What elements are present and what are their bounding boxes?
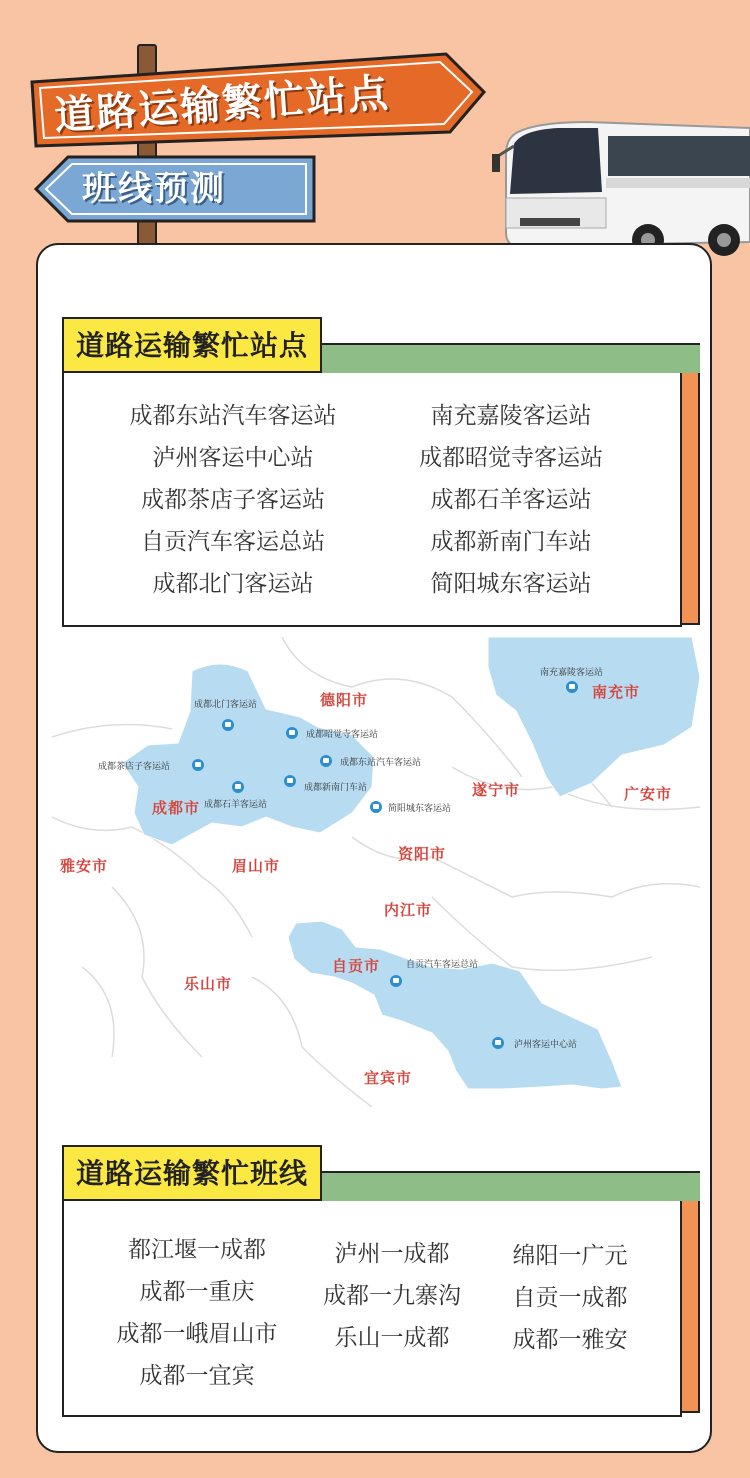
station-item: 自贡汽车客运总站 <box>141 529 325 555</box>
city-label: 德阳市 <box>320 691 369 709</box>
station-label: 成都石羊客运站 <box>204 800 268 810</box>
main-card <box>36 243 712 1453</box>
routes-section <box>62 1145 682 1417</box>
city-label: 资阳市 <box>398 845 447 863</box>
station-item: 成都茶店子客运站 <box>141 487 325 513</box>
station-label: 自贡汽车客运总站 <box>406 960 479 970</box>
route-item: 自贡一成都 <box>512 1285 628 1311</box>
station-item: 成都石羊客运站 <box>430 487 592 513</box>
route-item: 乐山一成都 <box>334 1325 450 1351</box>
stations-box <box>62 371 682 627</box>
route-item: 成都一九寨沟 <box>323 1283 461 1309</box>
routes-heading: 道路运输繁忙班线 <box>62 1145 322 1201</box>
station-item: 南充嘉陵客运站 <box>430 403 592 429</box>
station-label: 成都茶店子客运站 <box>98 762 171 772</box>
city-label: 乐山市 <box>184 975 233 993</box>
station-label: 成都东站汽车客运站 <box>340 758 422 768</box>
box-side-decor <box>682 371 700 625</box>
page-title: 道路运输繁忙站点 <box>52 70 392 140</box>
city-label: 宜宾市 <box>364 1069 413 1087</box>
city-label: 眉山市 <box>232 857 281 875</box>
station-item: 成都新南门车站 <box>430 529 592 555</box>
station-item: 简阳城东客运站 <box>430 571 592 597</box>
city-label: 成都市 <box>152 799 201 817</box>
route-item: 泸州一成都 <box>334 1241 450 1267</box>
station-item: 成都昭觉寺客运站 <box>419 445 603 471</box>
route-item: 成都一峨眉山市 <box>116 1321 278 1347</box>
station-label: 南充嘉陵客运站 <box>540 668 604 678</box>
route-item: 都江堰一成都 <box>128 1237 266 1263</box>
region-map <box>52 637 700 1107</box>
station-item: 成都北门客运站 <box>152 571 314 597</box>
city-label: 自贡市 <box>332 957 381 975</box>
city-label: 雅安市 <box>60 857 109 875</box>
city-label: 内江市 <box>384 901 433 919</box>
city-label: 遂宁市 <box>472 781 521 799</box>
page-subtitle: 班线预测 <box>82 169 226 209</box>
routes-box <box>62 1199 682 1417</box>
title-sign <box>26 52 486 148</box>
city-label: 广安市 <box>624 785 673 803</box>
station-item: 泸州客运中心站 <box>152 445 314 471</box>
subtitle-sign <box>34 155 316 223</box>
station-label: 成都昭觉寺客运站 <box>306 730 379 740</box>
route-item: 成都一重庆 <box>139 1279 255 1305</box>
station-label: 成都新南门车站 <box>304 783 368 793</box>
station-item: 成都东站汽车客运站 <box>129 403 337 429</box>
route-item: 绵阳一广元 <box>512 1243 628 1269</box>
route-item: 成都一宜宾 <box>139 1363 255 1389</box>
zigong-luzhou-region <box>288 921 622 1089</box>
route-item: 成都一雅安 <box>512 1327 628 1353</box>
stations-list <box>64 373 680 605</box>
stations-heading: 道路运输繁忙站点 <box>62 317 322 373</box>
box-side-decor <box>682 1199 700 1413</box>
station-label: 成都北门客运站 <box>194 700 258 710</box>
station-label: 泸州客运中心站 <box>514 1040 578 1050</box>
station-label: 简阳城东客运站 <box>388 804 452 814</box>
stations-section <box>62 317 682 627</box>
city-label: 南充市 <box>592 683 641 701</box>
